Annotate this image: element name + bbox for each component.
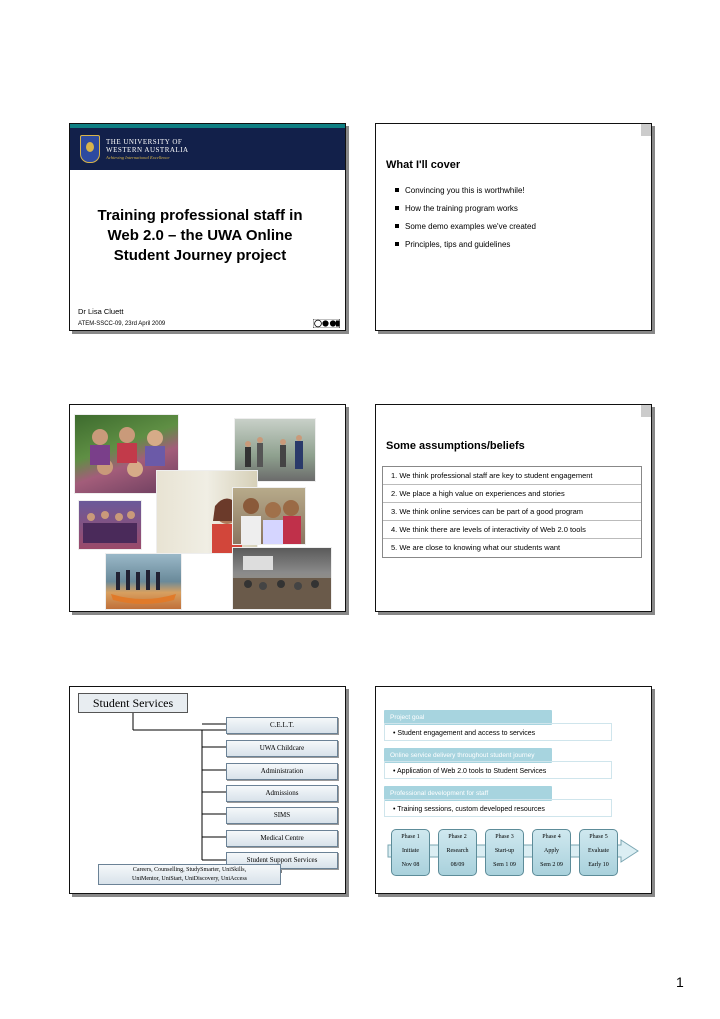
- bullet-icon: [395, 242, 399, 246]
- phase-name: Phase 3: [495, 834, 514, 840]
- org-unit-medical-centre: Medical Centre: [226, 830, 338, 847]
- list-item: [395, 240, 536, 258]
- phase-period: Sem 2 09: [540, 862, 563, 868]
- bullet-icon: [395, 206, 399, 210]
- slide-corner: [641, 124, 651, 136]
- university-name-line1: THE UNIVERSITY OF: [106, 138, 183, 146]
- phase-activity: Start-up: [494, 848, 515, 854]
- lecture-photo: [232, 547, 332, 610]
- creative-commons-icon: [313, 319, 340, 328]
- author-name: Dr Lisa Cluett: [78, 307, 124, 316]
- org-unit-childcare: UWA Childcare: [226, 740, 338, 757]
- org-unit-administration: Administration: [226, 763, 338, 780]
- list-item: 1. We think professional staff are key to student engagement: [383, 467, 641, 485]
- list-item: 5. We are close to knowing what our students want: [391, 543, 561, 552]
- goal-heading: Professional development for staff: [384, 786, 552, 801]
- slide-agenda: [375, 123, 652, 331]
- title-line: Training professional staff in: [97, 207, 303, 224]
- phase-period: 08/09: [450, 862, 465, 868]
- university-crest-icon: [80, 135, 100, 163]
- phase-activity: Initiate: [402, 848, 419, 854]
- org-unit-sims: SIMS: [226, 807, 338, 824]
- phase-name: Phase 1: [401, 834, 420, 840]
- list-item: [395, 186, 536, 204]
- bullet-icon: [395, 224, 399, 228]
- goal-body: • Student engagement and access to services: [384, 723, 612, 741]
- list-item-text: Principles, tips and guidelines: [405, 240, 511, 249]
- slide-title-text: Some assumptions/beliefs: [386, 440, 525, 452]
- phase-activity: Evaluate: [588, 848, 609, 854]
- list-item: 4. We think there are levels of interactivity of Web 2.0 tools: [383, 521, 641, 539]
- phase-name: Phase 4: [542, 834, 561, 840]
- slide-assumptions: [375, 404, 652, 612]
- slide-project-plan: [375, 686, 652, 894]
- team-photo: [78, 500, 142, 550]
- phase-activity: Research: [446, 848, 469, 854]
- presentation-title: [78, 206, 322, 266]
- goal-heading: Online service delivery throughout student journey: [384, 748, 552, 763]
- goal-body-text: Application of Web 2.0 tools to Student Services: [397, 768, 547, 775]
- list-item-text: Some demo examples we've created: [405, 222, 536, 231]
- org-unit-student-support: Student Support Services: [226, 852, 338, 869]
- phase-box: [391, 829, 430, 876]
- event-date: ATEM-SSCC-09, 23rd April 2009: [78, 321, 166, 327]
- title-line: Student Journey project: [113, 247, 287, 264]
- university-header: [70, 128, 345, 170]
- goal-body-text: Student engagement and access to services: [397, 730, 536, 737]
- phase-box: [438, 829, 477, 876]
- slide-org-chart: [69, 686, 346, 894]
- list-item: 3. We think online services can be part of a good program: [383, 503, 641, 521]
- page-number: 1: [676, 974, 684, 990]
- presenter-photo: [232, 487, 306, 545]
- phase-name: Phase 5: [589, 834, 608, 840]
- goal-body: • Training sessions, custom developed resources: [384, 799, 612, 817]
- list-item-text: How the training program works: [405, 204, 518, 213]
- phase-activity: Apply: [544, 848, 559, 854]
- phase-box: [485, 829, 524, 876]
- rowing-photo: [105, 553, 182, 610]
- title-line: Web 2.0 – the UWA Online: [107, 227, 293, 244]
- slide-photo-collage: [69, 404, 346, 612]
- org-unit-support-services-list: [98, 864, 281, 885]
- phase-period: Early 10: [588, 862, 609, 868]
- university-motto: Achieving International Excellence: [106, 155, 170, 160]
- org-root-student-services: Student Services: [78, 693, 188, 713]
- slide-corner: [641, 405, 651, 417]
- goal-body-text: Training sessions, custom developed resources: [397, 806, 545, 813]
- slide-title-text: What I'll cover: [386, 159, 461, 171]
- org-unit-admissions: Admissions: [226, 785, 338, 802]
- phase-box: [579, 829, 618, 876]
- phase-period: Sem 1 09: [493, 862, 516, 868]
- list-item: [395, 204, 536, 222]
- bullet-icon: [395, 188, 399, 192]
- goal-heading: Project goal: [384, 710, 552, 725]
- support-services-line: Careers, Counselling, StudySmarter, UniSkills,: [132, 867, 247, 873]
- slide-title: [69, 123, 346, 331]
- list-item-text: Convincing you this is worthwhile!: [405, 186, 525, 195]
- goal-body: • Application of Web 2.0 tools to Student Services: [384, 761, 612, 779]
- phase-name: Phase 2: [448, 834, 467, 840]
- phase-period: Nov 08: [401, 862, 420, 868]
- list-item: 2. We place a high value on experiences and stories: [383, 485, 641, 503]
- agenda-list: [395, 186, 536, 258]
- assumptions-list: [382, 466, 642, 558]
- org-unit-celt: C.E.L.T.: [226, 717, 338, 734]
- list-item: [395, 222, 536, 240]
- phase-box: [532, 829, 571, 876]
- support-services-line: UniMentor, UniStart, UniDiscovery, UniAccess: [131, 876, 248, 882]
- university-name-line2: WESTERN AUSTRALIA: [106, 146, 189, 154]
